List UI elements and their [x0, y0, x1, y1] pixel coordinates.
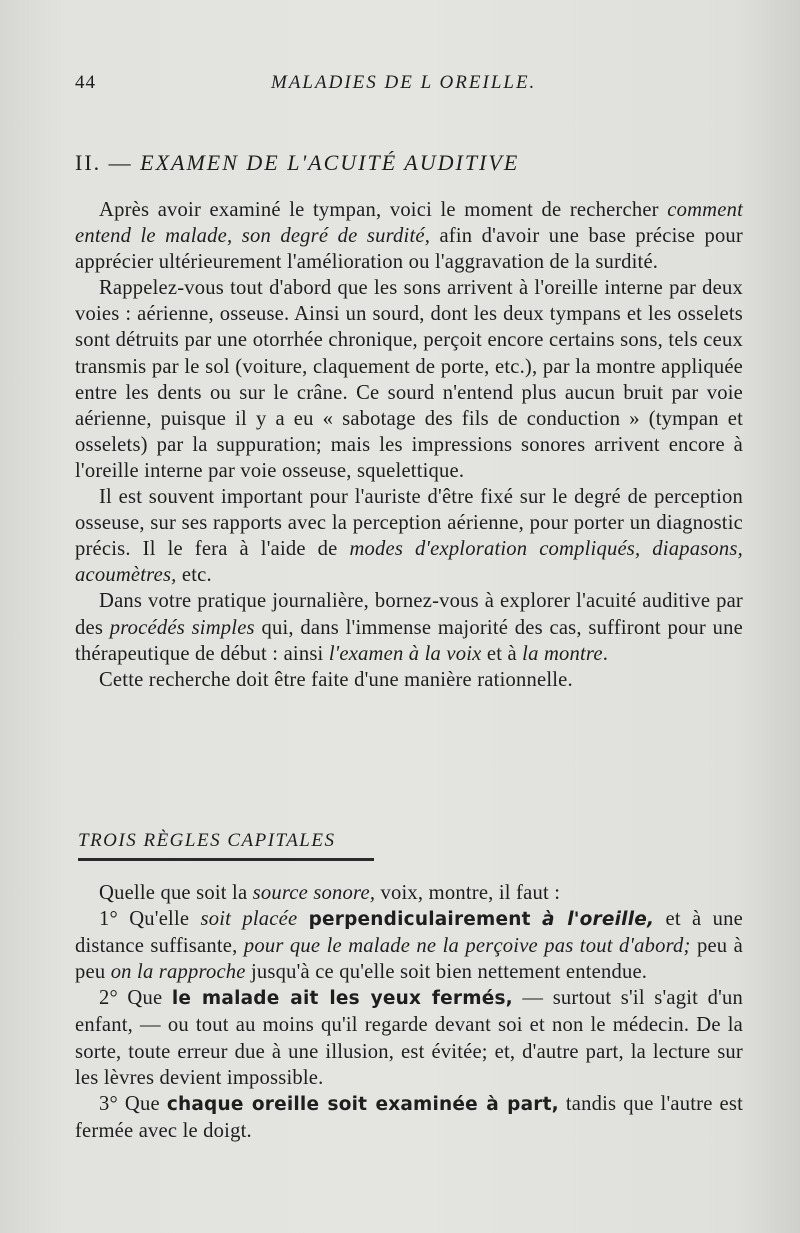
- p6-text-b: source sonore,: [252, 882, 376, 904]
- body-text-lower: [75, 880, 743, 1144]
- p4-text-d: l'examen à la voix: [328, 642, 482, 665]
- p3-text-c: etc.: [176, 564, 212, 587]
- section-title: [75, 150, 519, 176]
- subheading: TROIS RÈGLES CAPITALES: [78, 830, 336, 851]
- rule3-text-b: tandis que l'autre est fermée avec le doigt.: [75, 1092, 743, 1142]
- rule2-num: 2° Que: [99, 987, 172, 1010]
- rule1-text-g: on la rapproche: [110, 961, 246, 984]
- section-title-text: EXAMEN DE L'ACUITÉ AUDITIVE: [140, 150, 520, 175]
- p3-text-b: modes d'exploration compliqués, diapasons, acoumètres,: [75, 538, 743, 587]
- subheading-underline: [78, 858, 374, 861]
- p6-text-c: voix, montre, il faut :: [375, 882, 561, 904]
- p4-text-g: .: [602, 642, 609, 665]
- paragraph-6: [75, 880, 743, 906]
- rule-1: [75, 906, 743, 985]
- running-head: MALADIES DE L OREILLE.: [271, 72, 537, 93]
- rule2-text-a: le malade ait les yeux fermés,: [171, 988, 513, 1010]
- p1-text-a: Après avoir examiné le tympan, voici le moment de rechercher: [99, 199, 668, 221]
- paragraph-3: [75, 484, 743, 588]
- page-header: [75, 72, 743, 102]
- rule1-num: 1° Qu'elle: [99, 908, 201, 931]
- p1-text-b: comment entend le malade, son degré de surdité,: [75, 199, 743, 248]
- rule1-text-c: à l'oreille,: [541, 909, 655, 931]
- rule-3: [75, 1091, 743, 1144]
- rule1-text-b: perpendiculairement: [308, 909, 531, 931]
- rule-2: [75, 985, 743, 1090]
- page-number: 44: [75, 72, 96, 93]
- rule1-text-h: jusqu'à ce qu'elle soit bien nettement entendue.: [245, 961, 648, 984]
- p6-text-a: Quelle que soit la: [99, 882, 253, 904]
- section-number: II. —: [75, 150, 141, 175]
- p3-text-a: Il est souvent important pour l'auriste d'être fixé sur le degré de perception osseuse, sur ses rapports avec la perception aérienne, pour porter un diagnostic précis. Il le fera à l'aide de: [75, 486, 743, 561]
- p1-text-c: afin d'avoir une base précise pour apprécier ultérieurement l'amélioration ou l'aggravation de la surdité.: [75, 225, 743, 274]
- rule2-text-b: — surtout s'il s'agit d'un enfant, — ou tout au moins qu'il regarde devant soi et non le médecin. De la sorte, toute erreur due à une illusion, est évitée; et, d'autre part, la lecture sur les lèvres devient impossible.: [75, 987, 743, 1089]
- rule1-text-f: peu à peu: [75, 935, 744, 984]
- p4-text-c: qui, dans l'immense majorité des cas, suffiront pour une thérapeutique de début : ainsi: [75, 616, 743, 665]
- rule1-text-e: pour que le malade ne la perçoive pas tout d'abord;: [243, 935, 691, 958]
- p4-text-e: et à: [481, 642, 523, 665]
- paragraph-5: Cette recherche doit être faite d'une manière rationnelle.: [99, 668, 573, 691]
- rule1-text-d: et à une distance suffisante,: [75, 908, 744, 958]
- paragraph-2: Rappelez-vous tout d'abord que les sons arrivent à l'oreille interne par deux voies : aérienne, osseuse. Ainsi un sourd, dont les deux tympans et les osselets sont détruits par une otorrhée chronique, perçoit encore certains sons, tels ceux transmis par le sol (voiture, claquement de porte, etc.), par la montre appliquée entre les dents ou sur le crâne. Ce sourd n'entend plus aucun bruit par voie aérienne, puisque il y a eu « sabotage des fils de conduction » (tympan et osselets) par la suppuration; mais les impressions sonores arrivent encore à l'oreille interne par voie osseuse, squelettique.: [75, 277, 743, 482]
- p4-text-a: Dans votre pratique journalière, bornez-vous à explorer l'acuité auditive par des: [75, 590, 743, 639]
- body-text-upper: [75, 197, 743, 693]
- p4-text-f: la montre: [522, 642, 603, 665]
- rule1-text-a: soit placée: [200, 908, 298, 931]
- rule3-text-a: chaque oreille soit examinée à part,: [166, 1093, 559, 1115]
- paragraph-1: [75, 197, 743, 275]
- rule3-num: 3° Que: [99, 1092, 167, 1115]
- paragraph-4: [75, 588, 743, 666]
- p4-text-b: procédés simples: [109, 616, 255, 639]
